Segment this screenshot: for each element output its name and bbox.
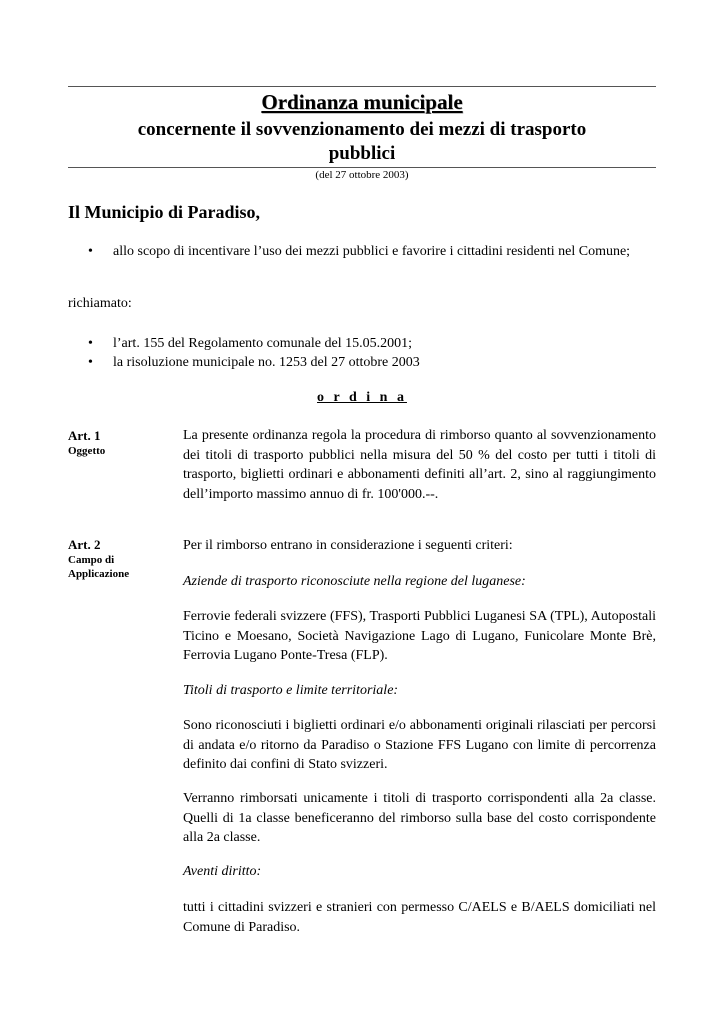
ordina-heading: o r d i n a [317, 390, 407, 405]
aventi-heading: Aventi diritto: [183, 864, 262, 879]
richiamato-label: richiamato: [68, 296, 132, 311]
bullet-dot: • [88, 336, 93, 351]
section-heading: Il Municipio di Paradiso, [68, 202, 261, 222]
richiamato-item-2: la risoluzione municipale no. 1253 del 27 ottobre 2003 [113, 355, 420, 370]
article-1-subject: Oggetto [68, 445, 106, 457]
document-title: Ordinanza municipale [261, 90, 463, 114]
article-2-number: Art. 2 [68, 537, 101, 552]
titoli-heading: Titoli di trasporto e limite territoriale: [183, 683, 399, 698]
rimborso-text: Verranno rimborsati unicamente i titoli di trasporto corrispondenti alla 2a classe. Quelli di 1a classe beneficeranno del rimborso sulla base del costo corrispondente alla 2a classe. [183, 791, 656, 845]
article-2-subject [68, 553, 168, 581]
purpose-text: allo scopo di incentivare l’uso dei mezzi pubblici e favorire i cittadini residenti nel Comune; [113, 244, 631, 259]
article-2-subject-line-1: Campo di [68, 554, 115, 566]
aziende-heading: Aziende di trasporto riconosciute nella regione del luganese: [183, 574, 526, 589]
article-2-intro: Per il rimborso entrano in considerazione i seguenti criteri: [183, 538, 513, 553]
titoli-text: Sono riconosciuti i biglietti ordinari e/o abbonamenti originali rilasciati per percorsi di andata e/o ritorno da Paradiso o Stazione FFS Lugano con limite di percorrenza definito dai confini di Stato svizzeri. [183, 718, 656, 772]
article-2-subject-line-2: Applicazione [68, 568, 130, 580]
document-subtitle [68, 118, 656, 166]
bullet-dot: • [88, 244, 93, 259]
subtitle-line-2: pubblici [328, 143, 396, 164]
richiamato-item-1: l’art. 155 del Regolamento comunale del 15.05.2001; [113, 336, 412, 351]
aziende-text: Ferrovie federali svizzere (FFS), Trasporti Pubblici Luganesi SA (TPL), Autopostali Ticino e Moesano, Società Navigazione Lago di Lugano, Funicolare Monte Brè, Ferrovia Lugano Ponte-Tresa (FLP). [183, 609, 656, 663]
top-rule [68, 86, 656, 87]
subtitle-line-1: concernente il sovvenzionamento dei mezzi di trasporto [137, 119, 587, 140]
bullet-dot: • [88, 355, 93, 370]
article-1-number: Art. 1 [68, 428, 101, 443]
article-1-text: La presente ordinanza regola la procedura di rimborso quanto al sovvenzionamento dei titoli di trasporto pubblici nella misura del 50 % del costo per tutti i titoli di trasporto, biglietti ordinari e abbonamenti definiti all’art. 2, sino al raggiungimento dell’importo massimo annuo di fr. 100'000.--. [183, 428, 656, 502]
bottom-rule [68, 167, 656, 168]
document-date: (del 27 ottobre 2003) [315, 169, 409, 181]
aventi-text: tutti i cittadini svizzeri e stranieri con permesso C/AELS e B/AELS domiciliati nel Comune di Paradiso. [183, 900, 656, 935]
